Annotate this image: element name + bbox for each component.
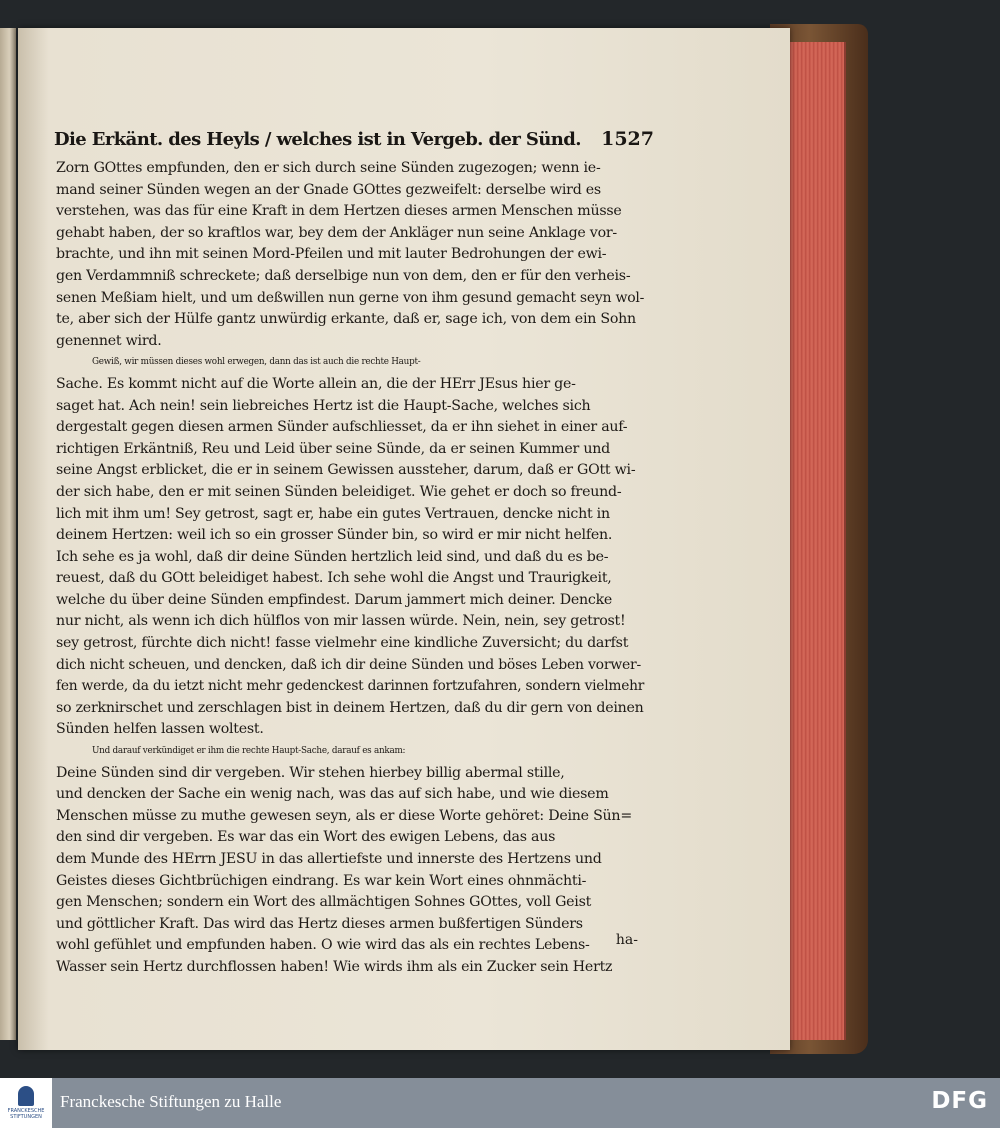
institution-emblem-icon — [18, 1086, 34, 1106]
text-line: seine Angst erblicket, die er in seinem Gewissen aussteher, darum, daß er GOtt wi- — [56, 462, 636, 479]
text-line: Zorn GOttes empfunden, den er sich durch seine Sünden zugezogen; wenn ie- — [56, 160, 601, 176]
running-head-title: Die Erkänt. des Heyls / welches ist in Vergeb. der Sünd. — [54, 129, 581, 150]
institution-logo[interactable] — [0, 1078, 52, 1128]
text-line: Sache. Es kommt nicht auf die Worte allein an, die der HErr JEsus hier ge- — [56, 375, 576, 392]
book-page — [18, 28, 790, 1050]
text-line: verstehen, was das für eine Kraft in dem Hertzen dieses armen Menschen müsse — [56, 203, 622, 220]
text-line: dich nicht scheuen, und dencken, daß ich dir deine Sünden und böses Leben vorwer- — [56, 656, 641, 673]
text-line: Und darauf verkündiget er ihm die rechte Haupt-Sache, darauf es ankam: — [92, 746, 406, 757]
text-line: Geistes dieses Gichtbrüchigen eindrang. Es war kein Wort eines ohnmächti- — [56, 872, 587, 889]
page-number: 1527 — [601, 128, 654, 150]
text-line: reuest, daß du GOtt beleidiget habest. Ich sehe wohl die Angst und Traurigkeit, — [56, 570, 612, 587]
dfg-logo[interactable]: DFG — [931, 1088, 988, 1114]
page-content — [54, 28, 654, 1050]
text-line: Ich sehe es ja wohl, daß dir deine Sünden hertzlich leid sind, und daß du es be- — [56, 548, 609, 565]
text-line: und dencken der Sache ein wenig nach, was das auf sich habe, und wie diesem — [56, 786, 609, 803]
text-line: den sind dir vergeben. Es war das ein Wort des ewigen Lebens, das aus — [56, 829, 556, 846]
logo-caption: FRANCKESCHE STIFTUNGEN — [7, 1108, 45, 1120]
text-line: und göttlicher Kraft. Das wird das Hertz dieses armen bußfertigen Sünders — [56, 915, 583, 932]
red-page-edges — [786, 42, 846, 1040]
text-line: gen Menschen; sondern ein Wort des allmächtigen Sohnes GOttes, voll Geist — [56, 894, 592, 911]
text-line: mand seiner Sünden wegen an der Gnade GOttes gezweifelt: derselbe wird es — [56, 181, 601, 198]
text-line: dem Munde des HErrn JESU in das allertiefste und innerste des Hertzens und — [56, 851, 602, 867]
text-line: saget hat. Ach nein! sein liebreiches Hertz ist die Haupt-Sache, welches sich — [56, 397, 591, 414]
text-line: Menschen müsse zu muthe gewesen seyn, als er diese Worte gehöret: Deine Sün= — [56, 807, 632, 824]
text-line: deinem Hertzen: weil ich so ein grosser Sünder bin, so wird er mir nicht helfen. — [56, 527, 613, 544]
text-line: sey getrost, fürchte dich nicht! fasse vielmehr eine kindliche Zuversicht; du darfst — [56, 635, 629, 652]
text-line: nur nicht, als wenn ich dich hülflos von mir lassen würde. Nein, nein, sey getrost! — [56, 613, 626, 630]
text-line: welche du über deine Sünden empfindest. Darum jammert mich deiner. Dencke — [56, 591, 613, 608]
text-line: der sich habe, den er mit seinen Sünden beleidiget. Wie gehet er doch so freund- — [56, 483, 622, 500]
text-line: Sünden helfen lassen woltest. — [56, 721, 264, 738]
text-line: richtigen Erkäntniß, Reu und Leid über seine Sünde, da er seinen Kummer und — [56, 440, 610, 457]
text-line: dergestalt gegen diesen armen Sünder aufschliesset, da er ihn siehet in einer auf- — [56, 419, 628, 436]
catchword: ha- — [615, 932, 638, 948]
institution-name[interactable]: Franckesche Stiftungen zu Halle — [60, 1092, 282, 1111]
running-head — [54, 106, 654, 150]
text-line: Gewiß, wir müssen dieses wohl erwegen, dann das ist auch die rechte Haupt- — [92, 357, 421, 368]
text-line: genennet wird. — [56, 332, 162, 349]
text-line: senen Meßiam hielt, und um deßwillen nun gerne von ihm gesund gemacht seyn wol- — [56, 289, 645, 306]
left-page-edge — [0, 28, 16, 1040]
text-line: te, aber sich der Hülfe gantz unwürdig erkante, daß er, sage ich, von dem ein Sohn — [56, 311, 636, 328]
text-line: Wasser sein Hertz durchflossen haben! Wie wirds ihm als ein Zucker sein Hertz — [56, 958, 613, 975]
text-line: brachte, und ihn mit seinen Mord-Pfeilen und mit lauter Bedrohungen der ewi- — [56, 246, 607, 263]
text-line: Deine Sünden sind dir vergeben. Wir stehen hierbey billig abermal stille, — [56, 764, 565, 781]
text-line: fen werde, da du ietzt nicht mehr gedenckest darinnen fortzufahren, sondern vielmehr — [56, 678, 645, 695]
text-line: wohl gefühlet und empfunden haben. O wie wird das als ein rechtes Lebens- — [56, 937, 590, 954]
footer-bar — [0, 1078, 1000, 1128]
text-line: gehabt haben, der so kraftlos war, bey dem der Ankläger nun seine Anklage vor- — [56, 224, 617, 241]
text-line: gen Verdammniß schreckete; daß derselbige nun von dem, den er für den verheis- — [56, 267, 631, 284]
text-line: lich mit ihm um! Sey getrost, sagt er, habe ein gutes Vertrauen, dencke nicht in — [56, 505, 610, 522]
body-text — [56, 158, 648, 979]
text-line: so zerknirschet und zerschlagen bist in deinem Hertzen, daß du dir gern von deinen — [56, 699, 644, 716]
